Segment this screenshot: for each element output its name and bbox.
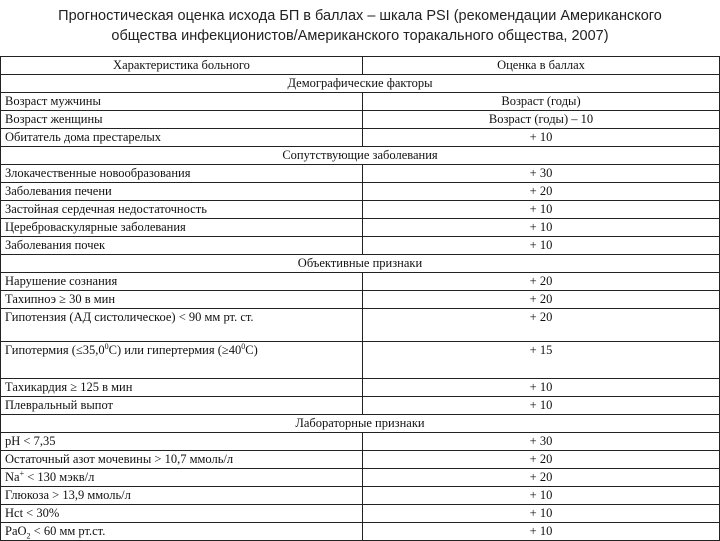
page-title — [0, 6, 720, 46]
table-row — [1, 487, 720, 505]
row-score: + 15 — [363, 342, 720, 379]
title-line-2: общества инфекционистов/Американского торакального общества, 2007) — [111, 28, 609, 44]
table-row — [1, 309, 720, 342]
row-score: + 20 — [363, 183, 720, 201]
row-score: + 10 — [363, 219, 720, 237]
section-header — [1, 147, 720, 165]
table-row — [1, 93, 720, 111]
row-score: + 10 — [363, 505, 720, 523]
label-part: C) — [245, 343, 258, 357]
row-label — [1, 469, 363, 487]
table-row — [1, 219, 720, 237]
row-score: + 20 — [363, 451, 720, 469]
row-label: Злокачественные новообразования — [1, 165, 363, 183]
label-part: PaO — [5, 524, 27, 538]
table-row — [1, 111, 720, 129]
section-title: Лабораторные признаки — [1, 415, 720, 433]
row-label: Плевральный выпот — [1, 397, 363, 415]
row-score: + 10 — [363, 201, 720, 219]
label-part: < 130 мэкв/л — [24, 470, 95, 484]
section-title: Демографические факторы — [1, 75, 720, 93]
row-score: Возраст (годы) – 10 — [363, 111, 720, 129]
table-row — [1, 397, 720, 415]
row-score: + 10 — [363, 129, 720, 147]
row-score: + 20 — [363, 291, 720, 309]
row-label: Hct < 30% — [1, 505, 363, 523]
row-score: + 10 — [363, 379, 720, 397]
degree-superscript: 0 — [104, 341, 109, 351]
row-label: Тахипноэ ≥ 30 в мин — [1, 291, 363, 309]
row-score: + 10 — [363, 487, 720, 505]
charge-superscript: + — [19, 468, 25, 478]
section-header — [1, 255, 720, 273]
section-title: Сопутствующие заболевания — [1, 147, 720, 165]
row-label: Гипотензия (АД систолическое) < 90 мм рт. ст. — [1, 309, 363, 342]
row-label — [1, 523, 363, 541]
row-label: Нарушение сознания — [1, 273, 363, 291]
row-label: Возраст мужчины — [1, 93, 363, 111]
row-label: Застойная сердечная недостаточность — [1, 201, 363, 219]
row-score: + 10 — [363, 237, 720, 255]
header-score: Оценка в баллах — [363, 57, 720, 75]
row-score: + 30 — [363, 433, 720, 451]
table-row — [1, 523, 720, 541]
label-part: C) или гипертермия (≥40 — [108, 343, 242, 357]
table-header — [1, 57, 720, 75]
row-score: + 10 — [363, 523, 720, 541]
row-label: Заболевания печени — [1, 183, 363, 201]
table-row — [1, 291, 720, 309]
row-score: + 20 — [363, 469, 720, 487]
section-title: Объективные признаки — [1, 255, 720, 273]
table-row — [1, 237, 720, 255]
row-score: + 10 — [363, 397, 720, 415]
degree-superscript: 0 — [241, 341, 246, 351]
label-part: Na — [5, 470, 20, 484]
table-row — [1, 451, 720, 469]
row-label: Заболевания почек — [1, 237, 363, 255]
label-part: Гипотермия (≤35,0 — [5, 343, 105, 357]
section-header — [1, 415, 720, 433]
row-score: + 20 — [363, 273, 720, 291]
row-score: + 30 — [363, 165, 720, 183]
table-row — [1, 379, 720, 397]
row-label: Обитатель дома престарелых — [1, 129, 363, 147]
row-score: + 20 — [363, 309, 720, 342]
header-characteristic: Характеристика больного — [1, 57, 363, 75]
table-row — [1, 342, 720, 379]
section-header — [1, 75, 720, 93]
label-part: < 60 мм рт.ст. — [30, 524, 106, 538]
row-label: Тахикардия ≥ 125 в мин — [1, 379, 363, 397]
table-row — [1, 433, 720, 451]
row-label: pH < 7,35 — [1, 433, 363, 451]
table-row — [1, 201, 720, 219]
table-row — [1, 273, 720, 291]
row-label — [1, 342, 363, 379]
table-row — [1, 165, 720, 183]
title-line-1: Прогностическая оценка исхода БП в баллах – шкала PSI (рекомендации Американского — [58, 8, 662, 24]
subscript: 2 — [26, 531, 31, 541]
table-row — [1, 505, 720, 523]
row-label: Возраст женщины — [1, 111, 363, 129]
psi-score-table — [0, 56, 720, 541]
table-row — [1, 183, 720, 201]
row-label: Цереброваскулярные заболевания — [1, 219, 363, 237]
table-row — [1, 469, 720, 487]
row-label: Остаточный азот мочевины > 10,7 ммоль/л — [1, 451, 363, 469]
table-row — [1, 129, 720, 147]
row-score: Возраст (годы) — [363, 93, 720, 111]
row-label: Глюкоза > 13,9 ммоль/л — [1, 487, 363, 505]
